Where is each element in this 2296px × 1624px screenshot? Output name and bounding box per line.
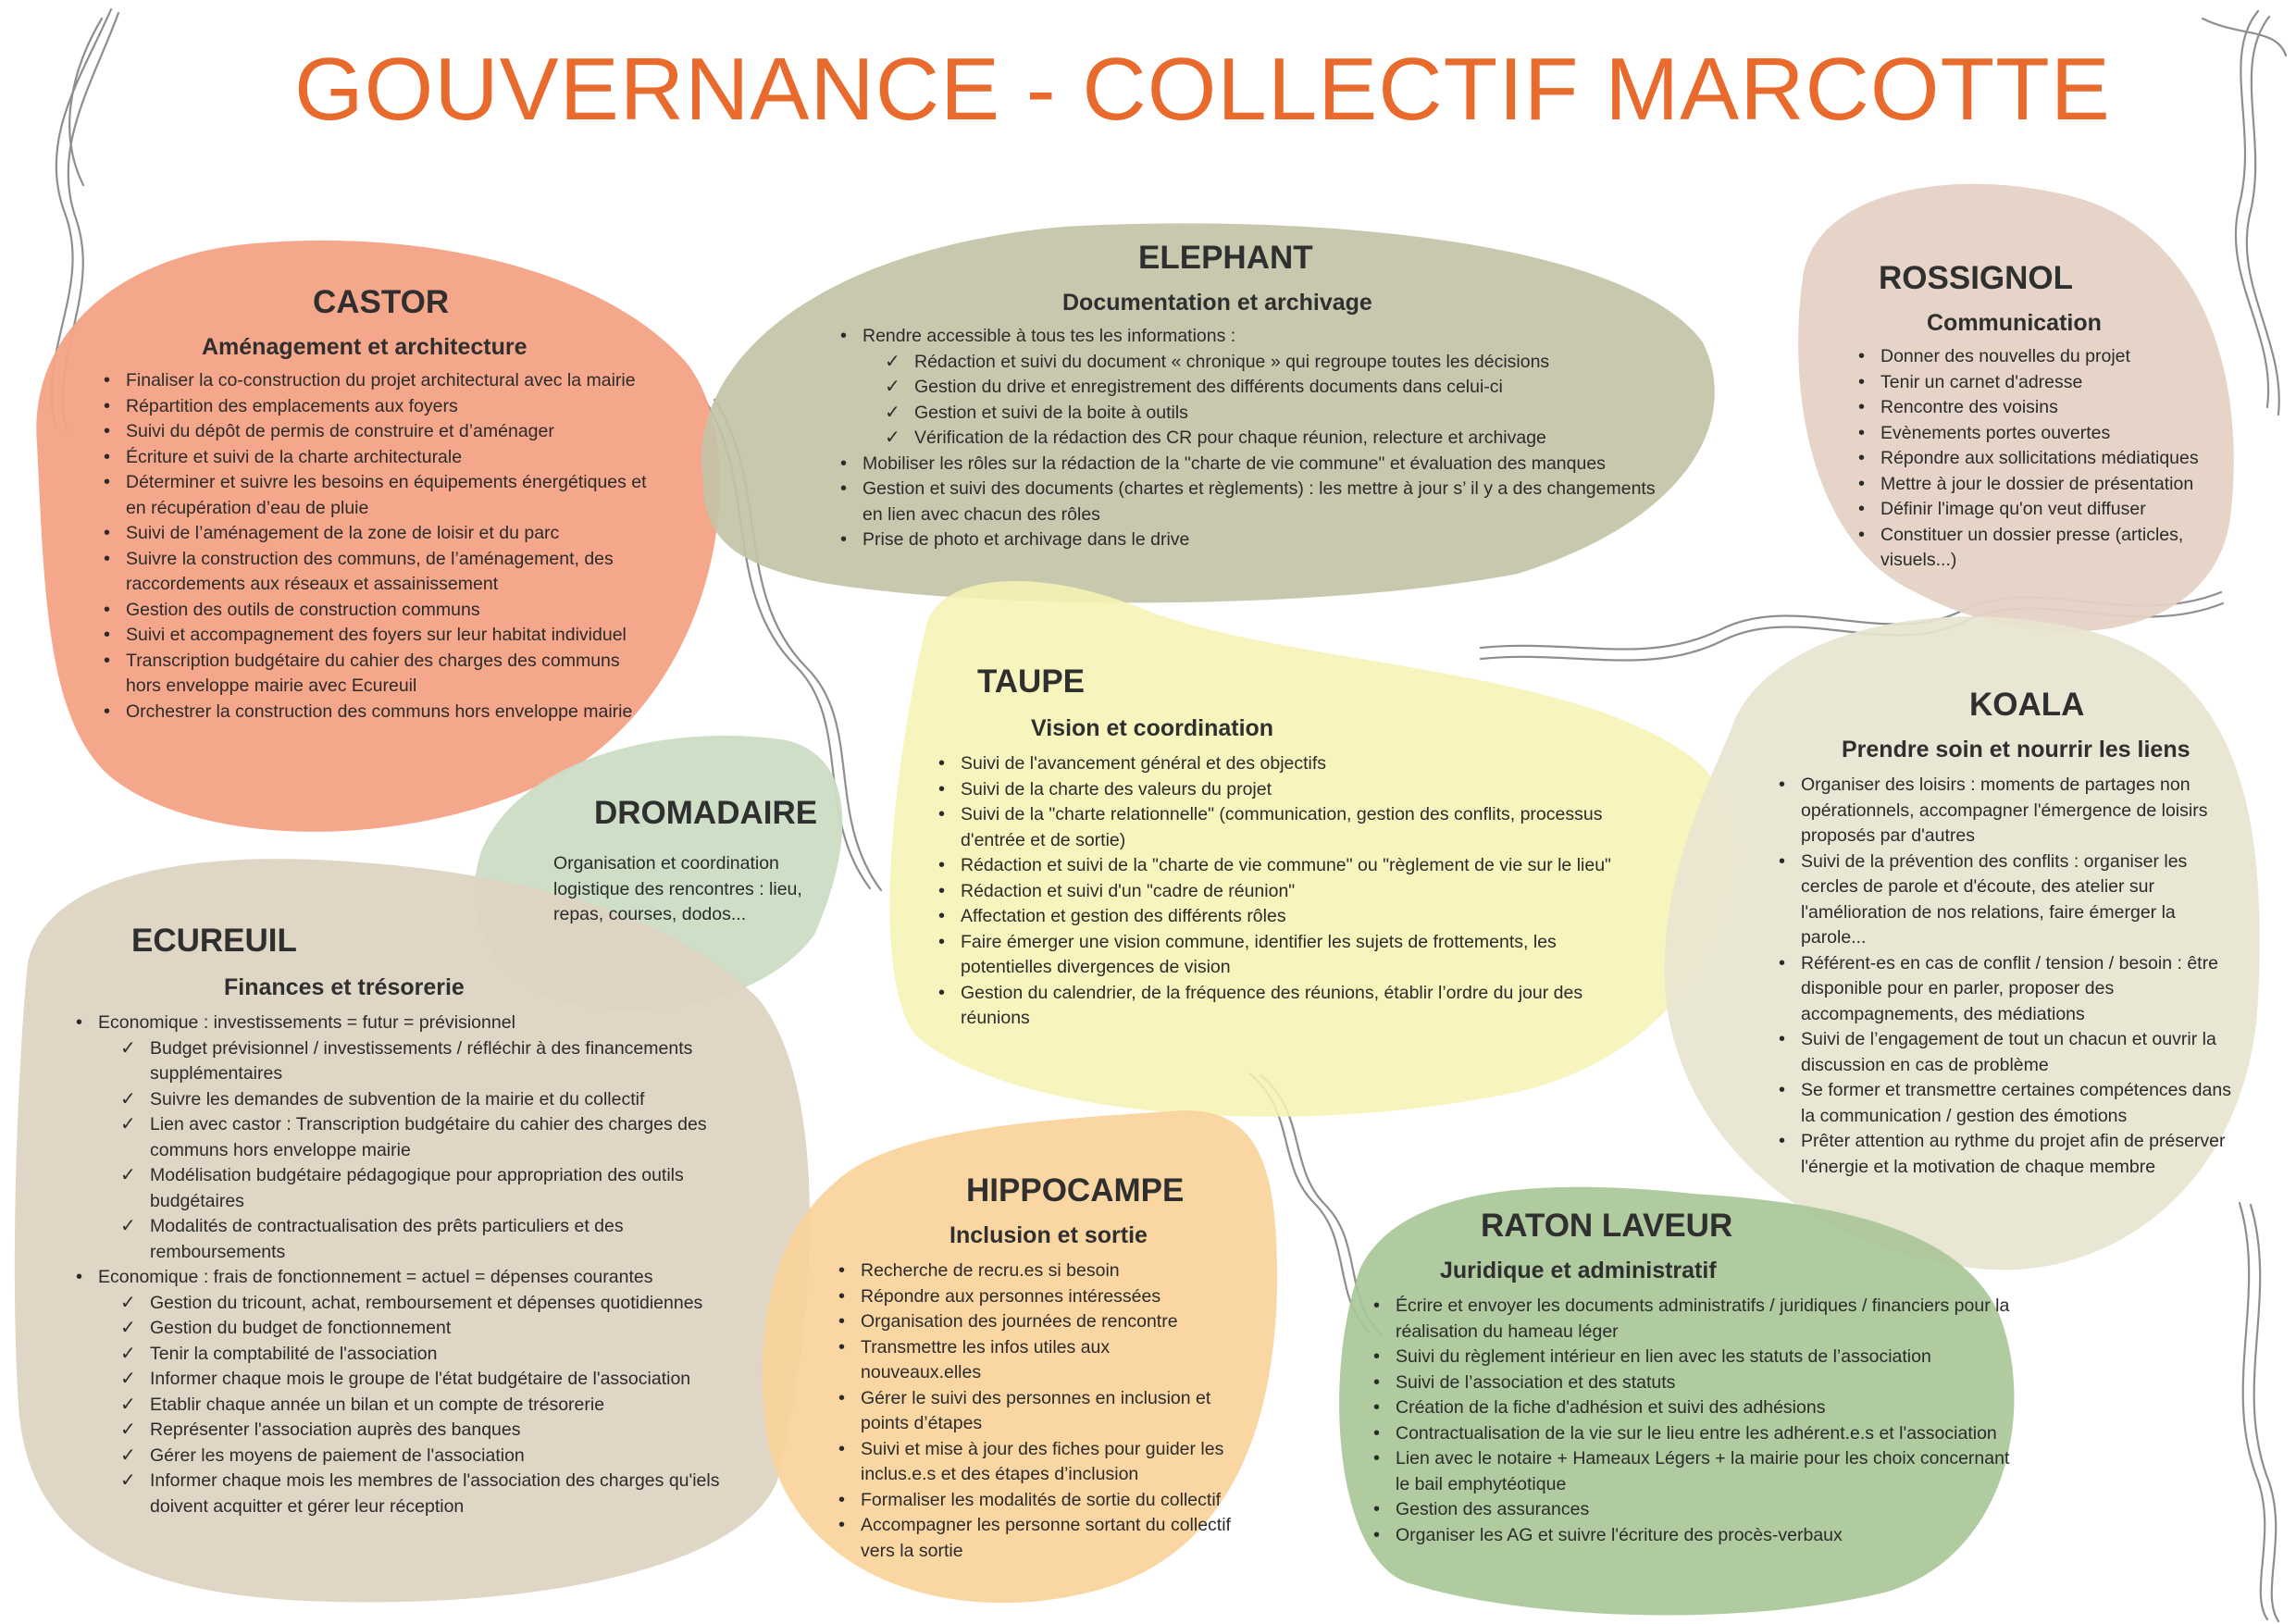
list-item [1853,344,2223,370]
list-item-text: Rédaction et suivi de la "charte de vie commune" ou "règlement de vie sur le lieu" [961,855,1611,875]
list-item [1773,1027,2245,1078]
sub-list-item: ✓ Gestion du tricount, achat, remboursement et dépenses quotidiennes [98,1291,737,1317]
list-item-text: Gestion et suivi des documents (chartes et règlements) : les mettre à jour s’ il y a des changements en lien avec chacun des rôles [863,478,1656,525]
elephant-list [835,324,1677,553]
castor-subtitle: Aménagement et architecture [202,334,527,360]
list-item-text: Suivi de la prévention des conflits : organiser les cercles de parole et d'écoute, des atelier sur l'amélioration de nos relations, faire émerger la parole... [1801,850,2188,948]
list-item [1853,446,2223,472]
raton-list [1368,1294,2016,1548]
sub-list-item: ✓ Tenir la comptabilité de l'association [98,1342,737,1368]
sub-list-item: ✓ Etablir chaque année un bilan et un compte de trésorerie [98,1393,737,1419]
list-item-text: Lien avec le notaire + Hameaux Légers + la mairie pour les choix concernant le bail emphytéotique [1396,1448,2010,1494]
list-item-text: Répondre aux sollicitations médiatiques [1880,448,2199,468]
list-item [1853,497,2223,523]
list-item [835,452,1677,477]
koala-section [1773,686,2245,1180]
list-item [933,904,1636,930]
list-item [98,598,653,624]
list-item [1368,1523,2016,1549]
list-item-text: Gestion des assurances [1396,1499,1590,1519]
list-item [98,700,653,725]
list-item-text: Transcription budgétaire du cahier des charges des communs hors enveloppe mairie avec Ecureuil [126,650,620,696]
list-item-text: Suivi du règlement intérieur en lien avec les statuts de l’association [1396,1346,1931,1367]
sub-list [98,1291,737,1520]
list-item [1773,849,2245,951]
list-item-text: Suivre la construction des communs, de l’aménagement, des raccordements aux réseaux et assainissement [126,548,614,594]
list-item-text: Suivi de l'avancement général et des objectifs [961,753,1327,774]
sub-list-item: ✓ Gérer les moyens de paiement de l'association [98,1444,737,1469]
list-item-text: Création de la fiche d'adhésion et suivi des adhésions [1396,1397,1826,1418]
list-item-text: Suivi et accompagnement des foyers sur leur habitat individuel [126,625,627,645]
castor-section [98,283,653,725]
taupe-list [933,751,1636,1032]
list-item-text: Écriture et suivi de la charte architecturale [126,446,463,467]
list-item-text: Constituer un dossier presse (articles, visuels...) [1880,524,2184,570]
list-item-text: Orchestrer la construction des communs hors enveloppe mairie [126,700,633,722]
hippocampe-subtitle: Inclusion et sortie [949,1222,1148,1248]
sub-list-item: ✓ Informer chaque mois les membres de l'association des charges qu'iels doivent acquitter et gérer leur réception [98,1469,737,1519]
castor-list [98,368,653,725]
list-item [70,1265,737,1519]
list-item [933,879,1636,905]
list-item-text: Référent-es en cas de conflit / tension / besoin : être disponible pour en parler, proposer des accompagnements, des médiations [1801,952,2218,1024]
list-item [833,1513,1231,1564]
list-item-text: Répondre aux personnes intéressées [861,1285,1161,1307]
list-item [98,368,653,394]
list-item [833,1284,1231,1310]
sub-list-item: ✓ Modélisation budgétaire pédagogique pour appropriation des outils budgétaires [98,1163,737,1214]
koala-list [1773,773,2245,1180]
list-item-text: Prêter attention au rythme du projet afin de préserver l'énergie et la motivation de chaque membre [1801,1131,2226,1177]
list-item-text: Prise de photo et archivage dans le drive [863,529,1190,550]
list-item-text: Evènements portes ouvertes [1880,422,2111,443]
list-item-text: Suivi de l’aménagement de la zone de loisir et du parc [126,523,560,543]
sub-list-item: ✓ Gestion du drive et enregistrement des différents documents dans celui-ci [863,375,1677,401]
list-item [1368,1345,2016,1370]
list-item [1368,1446,2016,1497]
sub-list-item: ✓ Lien avec castor : Transcription budgétaire du cahier des charges des communs hors enveloppe mairie [98,1112,737,1163]
list-item [1773,773,2245,849]
sub-list-item: ✓ Représenter l'association auprès des banques [98,1418,737,1444]
list-item-text: Mettre à jour le dossier de présentation [1880,473,2194,494]
list-item [98,547,653,598]
list-item-text: Economique : investissements = futur = prévisionnel [98,1012,515,1033]
list-item-text: Organisation des journées de rencontre [861,1311,1178,1332]
list-item-text: Déterminer et suivre les besoins en équipements énergétiques et en récupération d’eau de pluie [126,472,647,518]
dromadaire-section [553,794,822,928]
list-item [933,777,1636,803]
list-item [1368,1294,2016,1345]
list-item-text: Gérer le suivi des personnes en inclusion et points d’étapes [861,1387,1211,1433]
list-item [98,521,653,547]
list-item [835,527,1677,553]
taupe-subtitle: Vision et coordination [1031,715,1274,741]
dromadaire-name: DROMADAIRE [594,795,818,831]
sub-list-item: ✓ Gestion du budget de fonctionnement [98,1316,737,1342]
sub-list-item: ✓ Suivre les demandes de subvention de la mairie et du collectif [98,1087,737,1113]
list-item [833,1335,1231,1386]
sub-list-item: ✓ Gestion et suivi de la boite à outils [863,401,1677,427]
hippocampe-section [833,1172,1231,1564]
list-item [98,419,653,445]
list-item [1773,951,2245,1028]
list-item [833,1488,1231,1514]
taupe-section [933,663,1636,1032]
list-item [933,981,1636,1032]
list-item [1853,370,2223,396]
list-item [98,470,653,521]
list-item-text: Faire émerger une vision commune, identifier les sujets de frottements, les potentielles divergences de vision [961,931,1557,977]
list-item [1853,472,2223,498]
rossignol-subtitle: Communication [1927,310,2102,336]
list-item [1853,523,2223,574]
list-item [835,324,1677,452]
list-item [833,1309,1231,1335]
list-item-text: Organiser les AG et suivre l'écriture des procès-verbaux [1396,1524,1843,1545]
ecureuil-name: ECUREUIL [131,923,297,959]
rossignol-list [1853,344,2223,574]
sub-list-item: ✓ Modalités de contractualisation des prêts particuliers et des remboursements [98,1214,737,1265]
list-item-text: Se former et transmettre certaines compétences dans la communication / gestion des émotions [1801,1080,2231,1126]
list-item-text: Formaliser les modalités de sortie du collectif [861,1489,1222,1510]
list-item-text: Répartition des emplacements aux foyers [126,395,458,416]
list-item [933,853,1636,879]
sub-list-item: ✓ Rédaction et suivi du document « chronique » qui regroupe toutes les décisions [863,350,1677,376]
sub-list [863,350,1677,452]
raton-section [1368,1207,2016,1548]
list-item [1368,1421,2016,1447]
list-item [70,1010,737,1265]
list-item-text: Contractualisation de la vie sur le lieu entre les adhérent.e.s et l'association [1396,1422,1997,1444]
ecureuil-subtitle: Finances et trésorerie [224,974,465,1000]
list-item-text: Organiser des loisirs : moments de partages non opérationnels, accompagner l'émergence de loisirs proposés par d'autres [1801,775,2208,846]
list-item-text: Suivi de l’association et des statuts [1396,1371,1676,1393]
list-item-text: Transmettre les infos utiles aux nouveaux.elles [861,1336,1111,1382]
list-item-text: Tenir un carnet d'adresse [1880,371,2083,392]
list-item-text: Economique : frais de fonctionnement = actuel = dépenses courantes [98,1267,653,1287]
list-item-text: Accompagner les personne sortant du collectif vers la sortie [861,1515,1231,1561]
sub-list-item: ✓ Informer chaque mois le groupe de l'état budgétaire de l'association [98,1367,737,1393]
list-item-text: Suivi de la charte des valeurs du projet [961,778,1272,800]
rossignol-section [1853,259,2223,574]
sub-list-item: ✓ Vérification de la rédaction des CR pour chaque réunion, relecture et archivage [863,426,1677,452]
list-item-text: Suivi de l’engagement de tout un chacun et ouvrir la discussion en cas de problème [1801,1029,2216,1075]
sub-list-item: ✓ Budget prévisionnel / investissements / réfléchir à des financements supplémentaires [98,1036,737,1087]
taupe-name: TAUPE [977,663,1086,700]
list-item-text: Finaliser la co-construction du projet architectural avec la mairie [126,370,636,391]
list-item [933,802,1636,853]
list-item [1853,395,2223,421]
hippocampe-name: HIPPOCAMPE [966,1172,1185,1209]
list-item [1368,1497,2016,1523]
list-item [1368,1370,2016,1396]
castor-name: CASTOR [313,284,450,320]
list-item [833,1437,1231,1488]
ecureuil-section [70,922,737,1519]
hippocampe-list [833,1258,1231,1564]
list-item [1773,1078,2245,1129]
list-item [835,477,1677,527]
raton-subtitle: Juridique et administratif [1440,1258,1717,1283]
list-item [933,751,1636,777]
list-item-text: Rencontre des voisins [1880,397,2058,417]
koala-name: KOALA [1969,687,2085,723]
list-item-text: Définir l'image qu'on veut diffuser [1880,499,2146,519]
list-item-text: Écrire et envoyer les documents administratifs / juridiques / financiers pour la réalisation du hameau léger [1396,1295,2010,1342]
list-item [98,394,653,420]
list-item-text: Gestion des outils de construction communs [126,599,480,620]
sub-list [98,1036,737,1266]
elephant-section [835,239,1677,553]
list-item-text: Affectation et gestion des différents rôles [961,906,1286,926]
list-item-text: Suivi de la "charte relationnelle" (communication, gestion des conflits, processus d'entrée et de sortie) [961,804,1603,850]
list-item-text: Recherche de recru.es si besoin [861,1260,1120,1281]
list-item-text: Mobiliser les rôles sur la rédaction de la "charte de vie commune" et évaluation des manques [863,452,1606,474]
koala-subtitle: Prendre soin et nourrir les liens [1842,737,2191,762]
list-item [1773,1129,2245,1180]
list-item-text: Rédaction et suivi d'un "cadre de réunion" [961,880,1296,901]
list-item [933,930,1636,981]
raton-name: RATON LAVEUR [1481,1208,1733,1244]
list-item [98,649,653,700]
page-title: GOUVERNANCE - COLLECTIF MARCOTTE [294,40,2111,139]
list-item [833,1258,1231,1284]
list-item-text: Suivi et mise à jour des fiches pour guider les inclus.e.s et des étapes d’inclusion [861,1438,1224,1484]
list-item [98,623,653,649]
elephant-name: ELEPHANT [1138,240,1313,276]
list-item [98,445,653,471]
dromadaire-text: Organisation et coordination logistique des rencontres : lieu, repas, courses, dodos... [553,853,802,924]
list-item-text: Rendre accessible à tous tes les informations : [863,326,1236,346]
rossignol-name: ROSSIGNOL [1879,260,2074,296]
list-item-text: Suivi du dépôt de permis de construire et d’aménager [126,421,554,441]
list-item [833,1386,1231,1437]
ecureuil-list [70,1010,737,1519]
elephant-subtitle: Documentation et archivage [1062,290,1372,316]
list-item-text: Gestion du calendrier, de la fréquence des réunions, établir l’ordre du jour des réunions [961,982,1583,1028]
list-item-text: Donner des nouvelles du projet [1880,346,2130,366]
list-item [1368,1395,2016,1421]
list-item [1853,421,2223,447]
